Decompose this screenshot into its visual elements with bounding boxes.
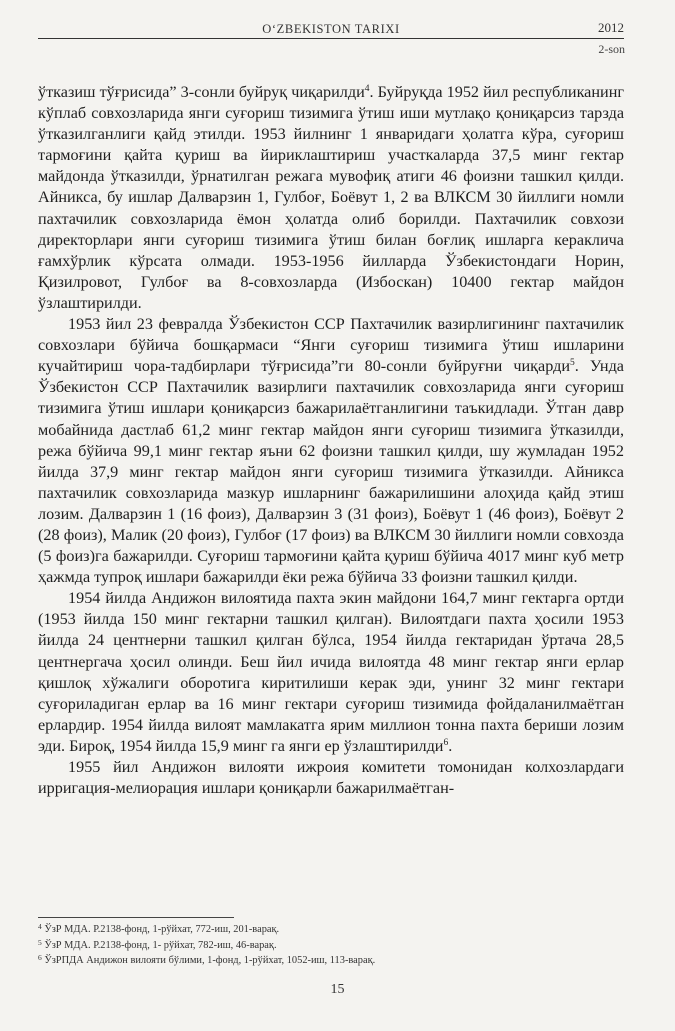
footnote-number: 6 xyxy=(38,953,42,962)
footnote-number: 4 xyxy=(38,922,42,931)
footnote-number: 5 xyxy=(38,937,42,947)
paragraph-text: 1954 йилда Андижон вилоятида пахта экин майдони 164,7 минг гектарга ортди (1953 йилда 150 минг гектарни ташкил қилган). Вилоятдаги пахта ҳосили 1953 йилда 24 центнерни ташкил қилган бўлса, 1954 йилда гектаридан ўртача 28,5 центнергача ҳосил олинди. Беш йил ичида вилоятда 48 минг гектар янги ерлар қишлоқ хўжалиги оборотига киритилиши керак эди, унинг 32 минг гектари суғориладиган ерлар ва 16 минг гектари суғориш тизимида фойдаланилмаётган ерлардир. 1954 йилда вилоят мамлакатга ярим миллион тонна пахта бериши лозим эди. Бироқ, 1954 йилда 15,9 минг га янги ер ўзлаштирилди xyxy=(38,589,624,755)
paragraph-text: . Буйруқда 1952 йил республиканинг кўплаб совхозларида янги суғориш тизимига ўтиш иши мутлақо қониқарсиз тарзда ўтказилганлиги қайд этилди. 1953 йилнинг 1 январидаги ҳолатга кўра, суғориш тармоғини қайта қуриш ва йириклаштириш участкаларда 37,5 минг гектар майдонда ўтказилди, ўрнатилган режага мувофиқ атиги 46 фоизни ташкил қилди. Айникса, бу ишлар Далварзин 1, Гулбоғ, Боёвут 1, 2 ва ВЛКСМ 30 йиллиги номли пахтачилик совхозларида ёмон ҳолатда олиб борилди. Пахтачилик совхози директорлари янги суғориш тизимига ўтиш билан боғлиқ ишларга кераклича ғамхўрлик кўрсата олмади. 1953-1956 йилларда Ўзбекистондаги Норин, Қизилровот, Гулбоғ ва 8-совхозларда (Избоскан) 10400 гектар майдон ўзлаштирилди. xyxy=(38,83,624,312)
footnote-ref: 6 xyxy=(443,737,449,748)
journal-title: O‘ZBEKISTON TARIXI xyxy=(262,22,400,36)
paragraph-text: 1955 йил Андижон вилояти ижроия комитети томонидан колхозлардаги ирригация-мелиорация ишлари қониқарли бажарилмаётган- xyxy=(38,758,624,798)
footnote xyxy=(38,922,624,938)
paragraph-text: ўтказиш тўғрисида” 3-сонли буйруқ чиқарилди xyxy=(38,83,365,101)
paragraph xyxy=(38,82,624,314)
paragraph-text: 1953 йил 23 февралда Ўзбекистон ССР Пахтачилик вазирлигининг пахтачилик совхозлари бўйича бошқармаси “Янги суғориш тизимига ўтиш ишларини кучайтириш чора-тадбирлари тўғрисида”ги 80-сонли буйруғни чиқарди xyxy=(38,315,624,376)
paragraph xyxy=(38,588,624,757)
footnote-text: ЎзР МДА. Р.2138-фонд, 1-рўйхат, 772-иш, 201-варақ. xyxy=(41,924,280,935)
footnote xyxy=(38,938,624,954)
footnote xyxy=(38,953,624,969)
running-header xyxy=(38,20,624,39)
paragraph-text: . xyxy=(448,736,453,755)
journal-year: 2012 xyxy=(598,20,624,35)
page-number: 15 xyxy=(330,982,345,997)
footnotes xyxy=(38,922,624,969)
paragraph xyxy=(38,314,624,588)
footnote-text: ЎзР МДА. Р.2138-фонд, 1- рўйхат, 782-иш, 46-варақ. xyxy=(41,939,277,951)
article-body xyxy=(38,82,624,799)
journal-issue: 2-son xyxy=(598,42,625,56)
footnote-ref: 4 xyxy=(364,84,370,94)
footnote-text: ЎзРПДА Андижон вилояти бўлими, 1-фонд, 1-рўйхат, 1052-иш, 113-варақ. xyxy=(41,955,376,966)
paragraph-text: . Унда Ўзбекистон ССР Пахтачилик вазирлиги пахтачилик совхозларида янги суғориш тизимига ўтиш ишлари қониқарсиз бажарилаётганлигини таъкидлади. Ўтган давр мобайнида дастлаб 61,2 минг гектар майдон янги суғориш тизимига ўтказилди, режа бўйича 99,1 минг гектар яъни 62 фоизни ташкил қилди, шу жумладан 1952 йилда 37,9 минг гектар майдон янги суғориш тизимига ўтказилди. Айникса пахтачилик совхозларида мазкур ишларнинг бажарилишини алоҳида қайд этиш лозим. Далварзин 1 (16 фоиз), Далварзин 3 (31 фоиз), Боёвут 1 (46 фоиз), Боёвут 2 (28 фоиз), Малик (20 фоиз), Гулбоғ (17 фоиз) ва ВЛКСМ 30 йиллиги номли совхозда (5 фоиз)га бажарилди. Суғориш тармоғини қайта қуриш бўйича 4017 минг куб метр ҳажмда тупроқ ишлари бажарилди ёки режа бўйича 33 фоизни ташкил қилди. xyxy=(38,357,624,587)
footnote-ref: 5 xyxy=(570,358,575,369)
footnote-divider xyxy=(38,917,234,918)
paragraph xyxy=(38,757,624,799)
